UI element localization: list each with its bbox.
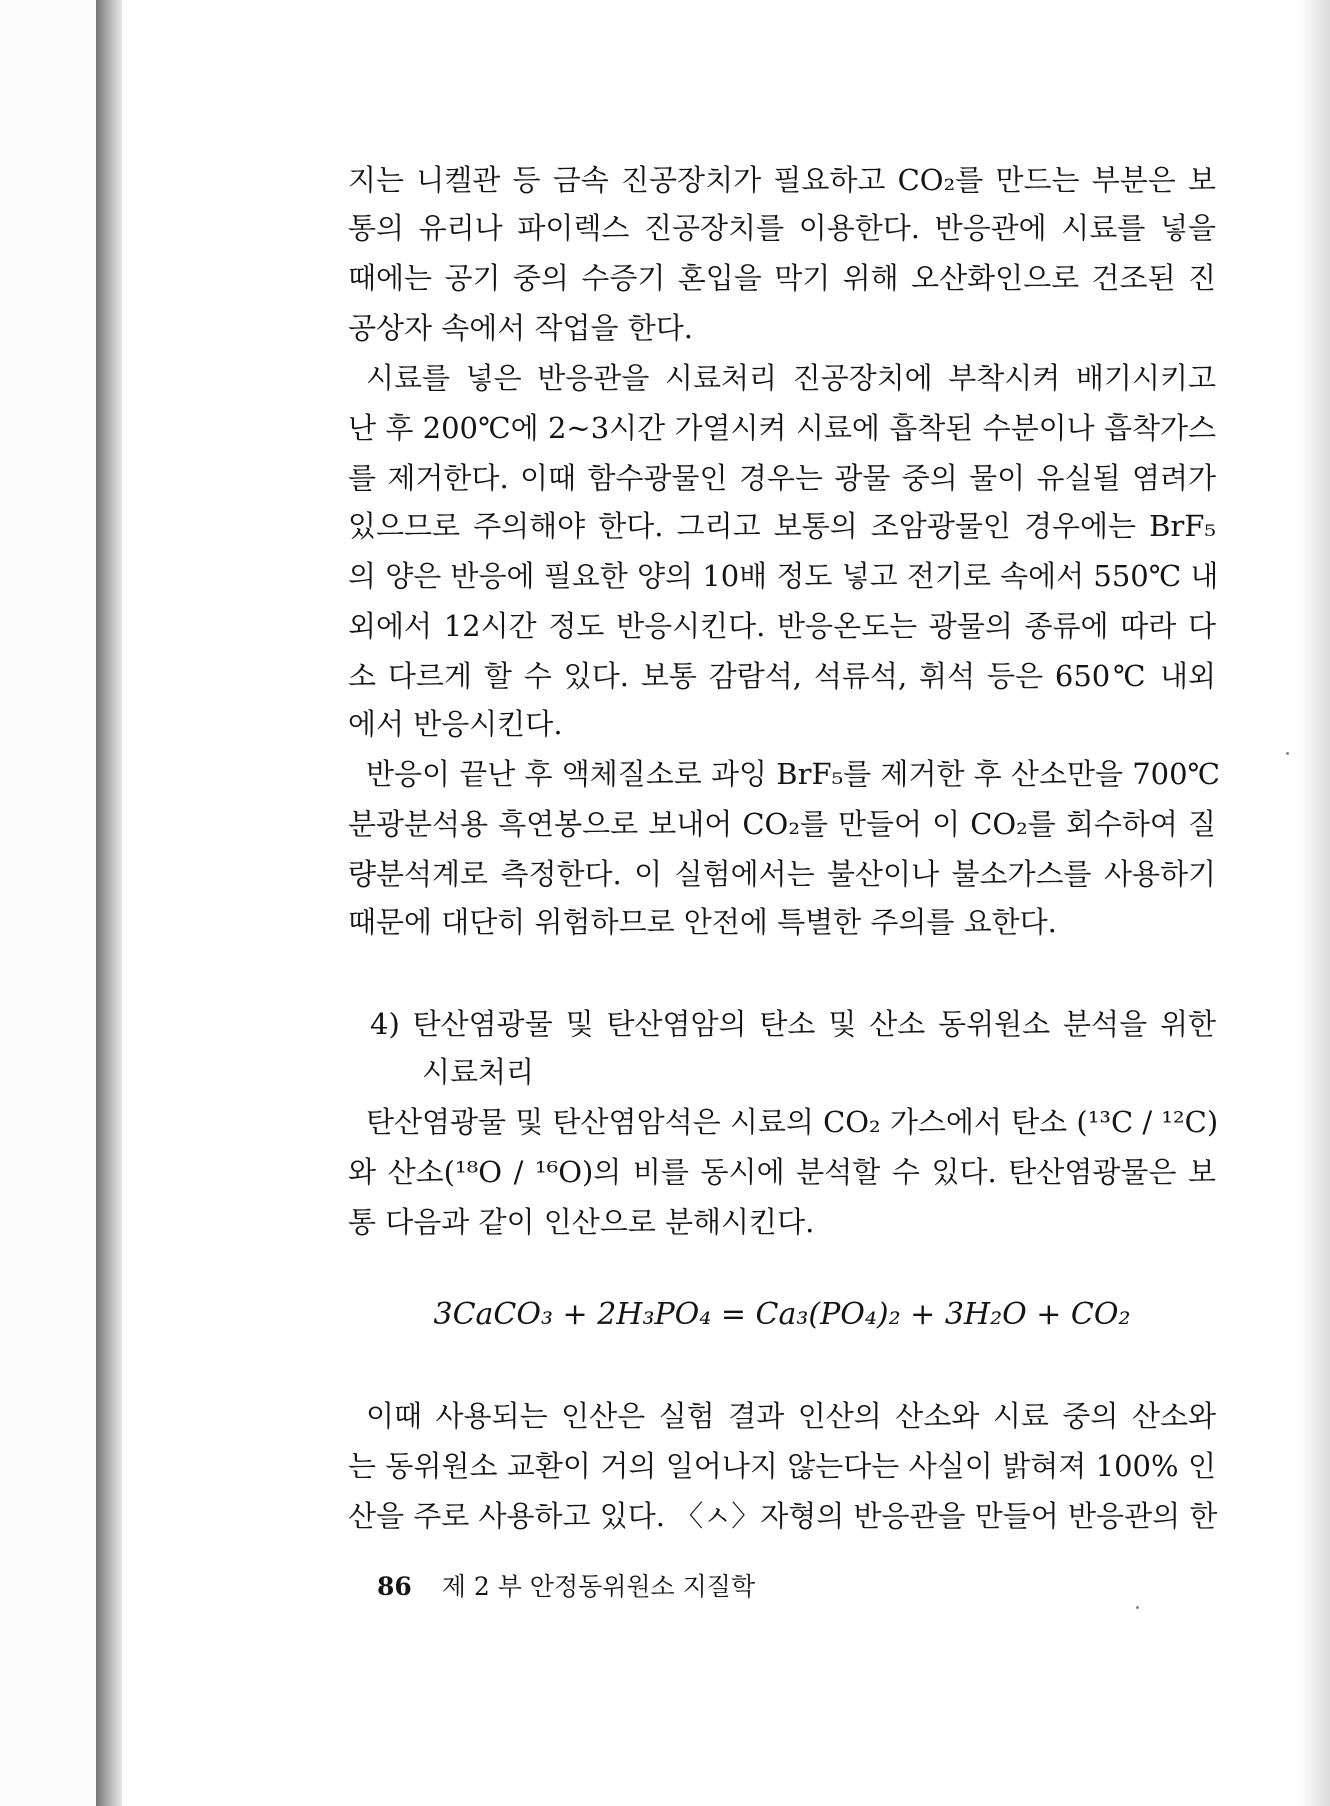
text-line: 통 다음과 같이 인산으로 분해시킨다. [348, 1205, 815, 1239]
page-edge-shadow [1300, 0, 1330, 1806]
text-line: 반응이 끝난 후 액체질소로 과잉 BrF₅를 제거한 후 산소만을 700℃ [366, 757, 1220, 791]
page-footer [377, 1567, 755, 1607]
text-line: 와 산소(¹⁸O / ¹⁶O)의 비를 동시에 분석할 수 있다. 탄산염광물은 보 [348, 1155, 1216, 1189]
text-line: 량분석계로 측정한다. 이 실험에서는 불산이나 불소가스를 사용하기 [348, 857, 1216, 891]
text-line: 탄산염광물 및 탄산염암석은 시료의 CO₂ 가스에서 탄소 (¹³C / ¹²C) [366, 1105, 1219, 1139]
text-line: 있으므로 주의해야 한다. 그리고 보통의 조암광물인 경우에는 BrF₅ [348, 509, 1216, 543]
text-line: 를 제거한다. 이때 함수광물인 경우는 광물 중의 물이 유실될 염려가 [348, 461, 1216, 495]
scan-speck [1136, 1606, 1139, 1609]
text-line: 때에는 공기 중의 수증기 혼입을 막기 위해 오산화인으로 건조된 진 [348, 261, 1216, 295]
text-line: 공상자 속에서 작업을 한다. [348, 311, 694, 345]
text-line: 는 동위원소 교환이 거의 일어나지 않는다는 사실이 밝혀져 100% 인 [348, 1449, 1216, 1483]
text-line: 의 양은 반응에 필요한 양의 10배 정도 넣고 전기로 속에서 550℃ 내 [348, 559, 1219, 593]
text-line: 분광분석용 흑연봉으로 보내어 CO₂를 만들어 이 CO₂를 회수하여 질 [348, 807, 1216, 841]
chemical-equation: 3CaCO₃ + 2H₃PO₄ = Ca₃(PO₄)₂ + 3H₂O + CO₂ [433, 1297, 1131, 1332]
text-line: 소 다르게 할 수 있다. 보통 감람석, 석류석, 휘석 등은 650℃ 내외 [348, 659, 1216, 693]
text-line: 통의 유리나 파이렉스 진공장치를 이용한다. 반응관에 시료를 넣을 [348, 211, 1216, 245]
text-line: 시료를 넣은 반응관을 시료처리 진공장치에 부착시켜 배기시키고 [366, 361, 1216, 395]
text-line: 산을 주로 사용하고 있다. 〈ㅅ〉자형의 반응관을 만들어 반응관의 한 [348, 1499, 1218, 1533]
section-heading: 4) 탄산염광물 및 탄산염암의 탄소 및 산소 동위원소 분석을 위한 [370, 1007, 1216, 1041]
book-spine-edge [96, 0, 122, 1806]
section-heading-continuation: 시료처리 [422, 1055, 535, 1089]
page-number: 86 [377, 1572, 412, 1601]
running-footer-title: 제 2 부 안정동위원소 지질학 [441, 1572, 756, 1601]
text-line: 지는 니켈관 등 금속 진공장치가 필요하고 CO₂를 만드는 부분은 보 [348, 163, 1216, 197]
text-line: 난 후 200℃에 2~3시간 가열시켜 시료에 흡착된 수분이나 흡착가스 [348, 411, 1216, 445]
text-line: 이때 사용되는 인산은 실험 결과 인산의 산소와 시료 중의 산소와 [366, 1399, 1216, 1433]
text-line: 외에서 12시간 정도 반응시킨다. 반응온도는 광물의 종류에 따라 다 [348, 609, 1216, 643]
scan-speck [1286, 752, 1289, 755]
text-line: 때문에 대단히 위험하므로 안전에 특별한 주의를 요한다. [348, 905, 1057, 939]
text-line: 에서 반응시킨다. [348, 707, 563, 741]
